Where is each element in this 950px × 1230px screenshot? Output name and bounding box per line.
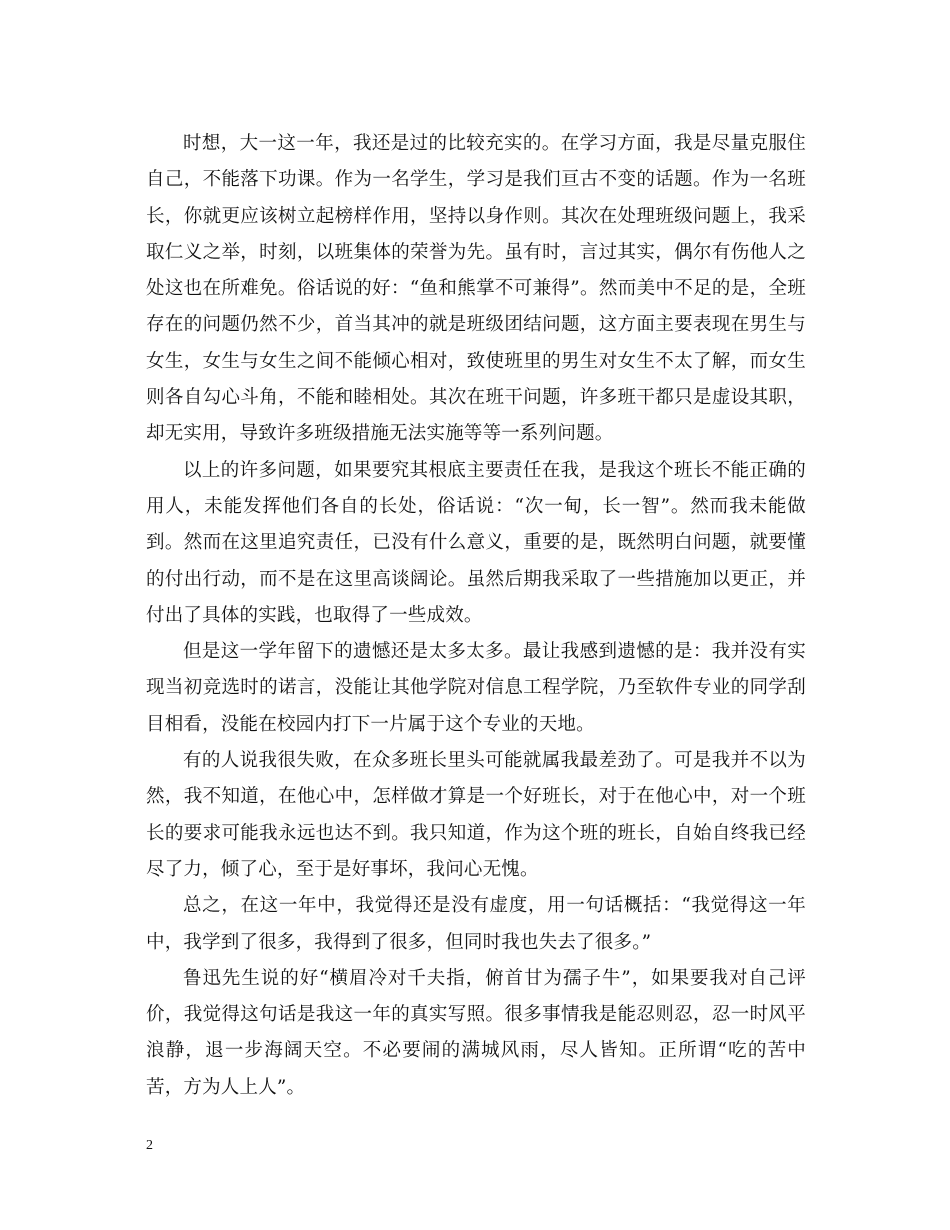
page-number: 2 bbox=[146, 1138, 153, 1153]
paragraph-2: 以上的许多问题，如果要究其根底主要责任在我，是我这个班长不能正确的用人，未能发挥他们各自的长处，俗话说：“次一甸，长一智”。然而我未能做到。然而在这里追究责任，已没有什么意义，重要的是，既然明白问题，就要懂的付出行动，而不是在这里高谈阔论。虽然后期我采取了一些措施加以更正，并付出了具体的实践，也取得了一些成效。 bbox=[146, 459, 806, 626]
paragraph-4: 有的人说我很失败，在众多班长里头可能就属我最差劲了。可是我并不以为然，我不知道，在他心中，怎样做才算是一个好班长，对于在他心中，对一个班长的要求可能我永远也达不到。我只知道，作为这个班的班长，自始自终我已经尽了力，倾了心，至于是好事坏，我问心无愧。 bbox=[146, 750, 806, 880]
paragraph-6: 鲁迅先生说的好“横眉冷对千夫指，俯首甘为孺子牛”，如果要我对自己评价，我觉得这句话是我这一年的真实写照。很多事情我是能忍则忍，忍一时风平浪静，退一步海阔天空。不必要闹的满城风雨，尽人皆知。正所谓“吃的苦中苦，方为人上人”。 bbox=[146, 967, 806, 1098]
paragraph-3: 但是这一学年留下的遗憾还是太多太多。最让我感到遗憾的是：我并没有实现当初竞选时的诺言，没能让其他学院对信息工程学院，乃至软件专业的同学刮目相看，没能在校园内打下一片属于这个专业的天地。 bbox=[146, 641, 806, 735]
body-text bbox=[146, 126, 806, 1106]
paragraph-1: 时想，大一这一年，我还是过的比较充实的。在学习方面，我是尽量克服住自己，不能落下功课。作为一名学生，学习是我们亘古不变的话题。作为一名班长，你就更应该树立起榜样作用，坚持以身作则。其次在处理班级问题上，我采取仁义之举，时刻，以班集体的荣誉为先。虽有时，言过其实，偶尔有伤他人之处这也在所难免。俗话说的好：“鱼和熊掌不可兼得”。然而美中不足的是，全班存在的问题仍然不少，首当其冲的就是班级团结问题，这方面主要表现在男生与女生，女生与女生之间不能倾心相对，致使班里的男生对女生不太了解，而女生则各自勾心斗角，不能和睦相处。其次在班干问题，许多班干都只是虚设其职，却无实用，导致许多班级措施无法实施等等一系列问题。 bbox=[146, 133, 806, 445]
paragraph-5: 总之，在这一年中，我觉得还是没有虚度，用一句话概括：“我觉得这一年中，我学到了很多，我得到了很多，但同时我也失去了很多。” bbox=[146, 895, 806, 953]
